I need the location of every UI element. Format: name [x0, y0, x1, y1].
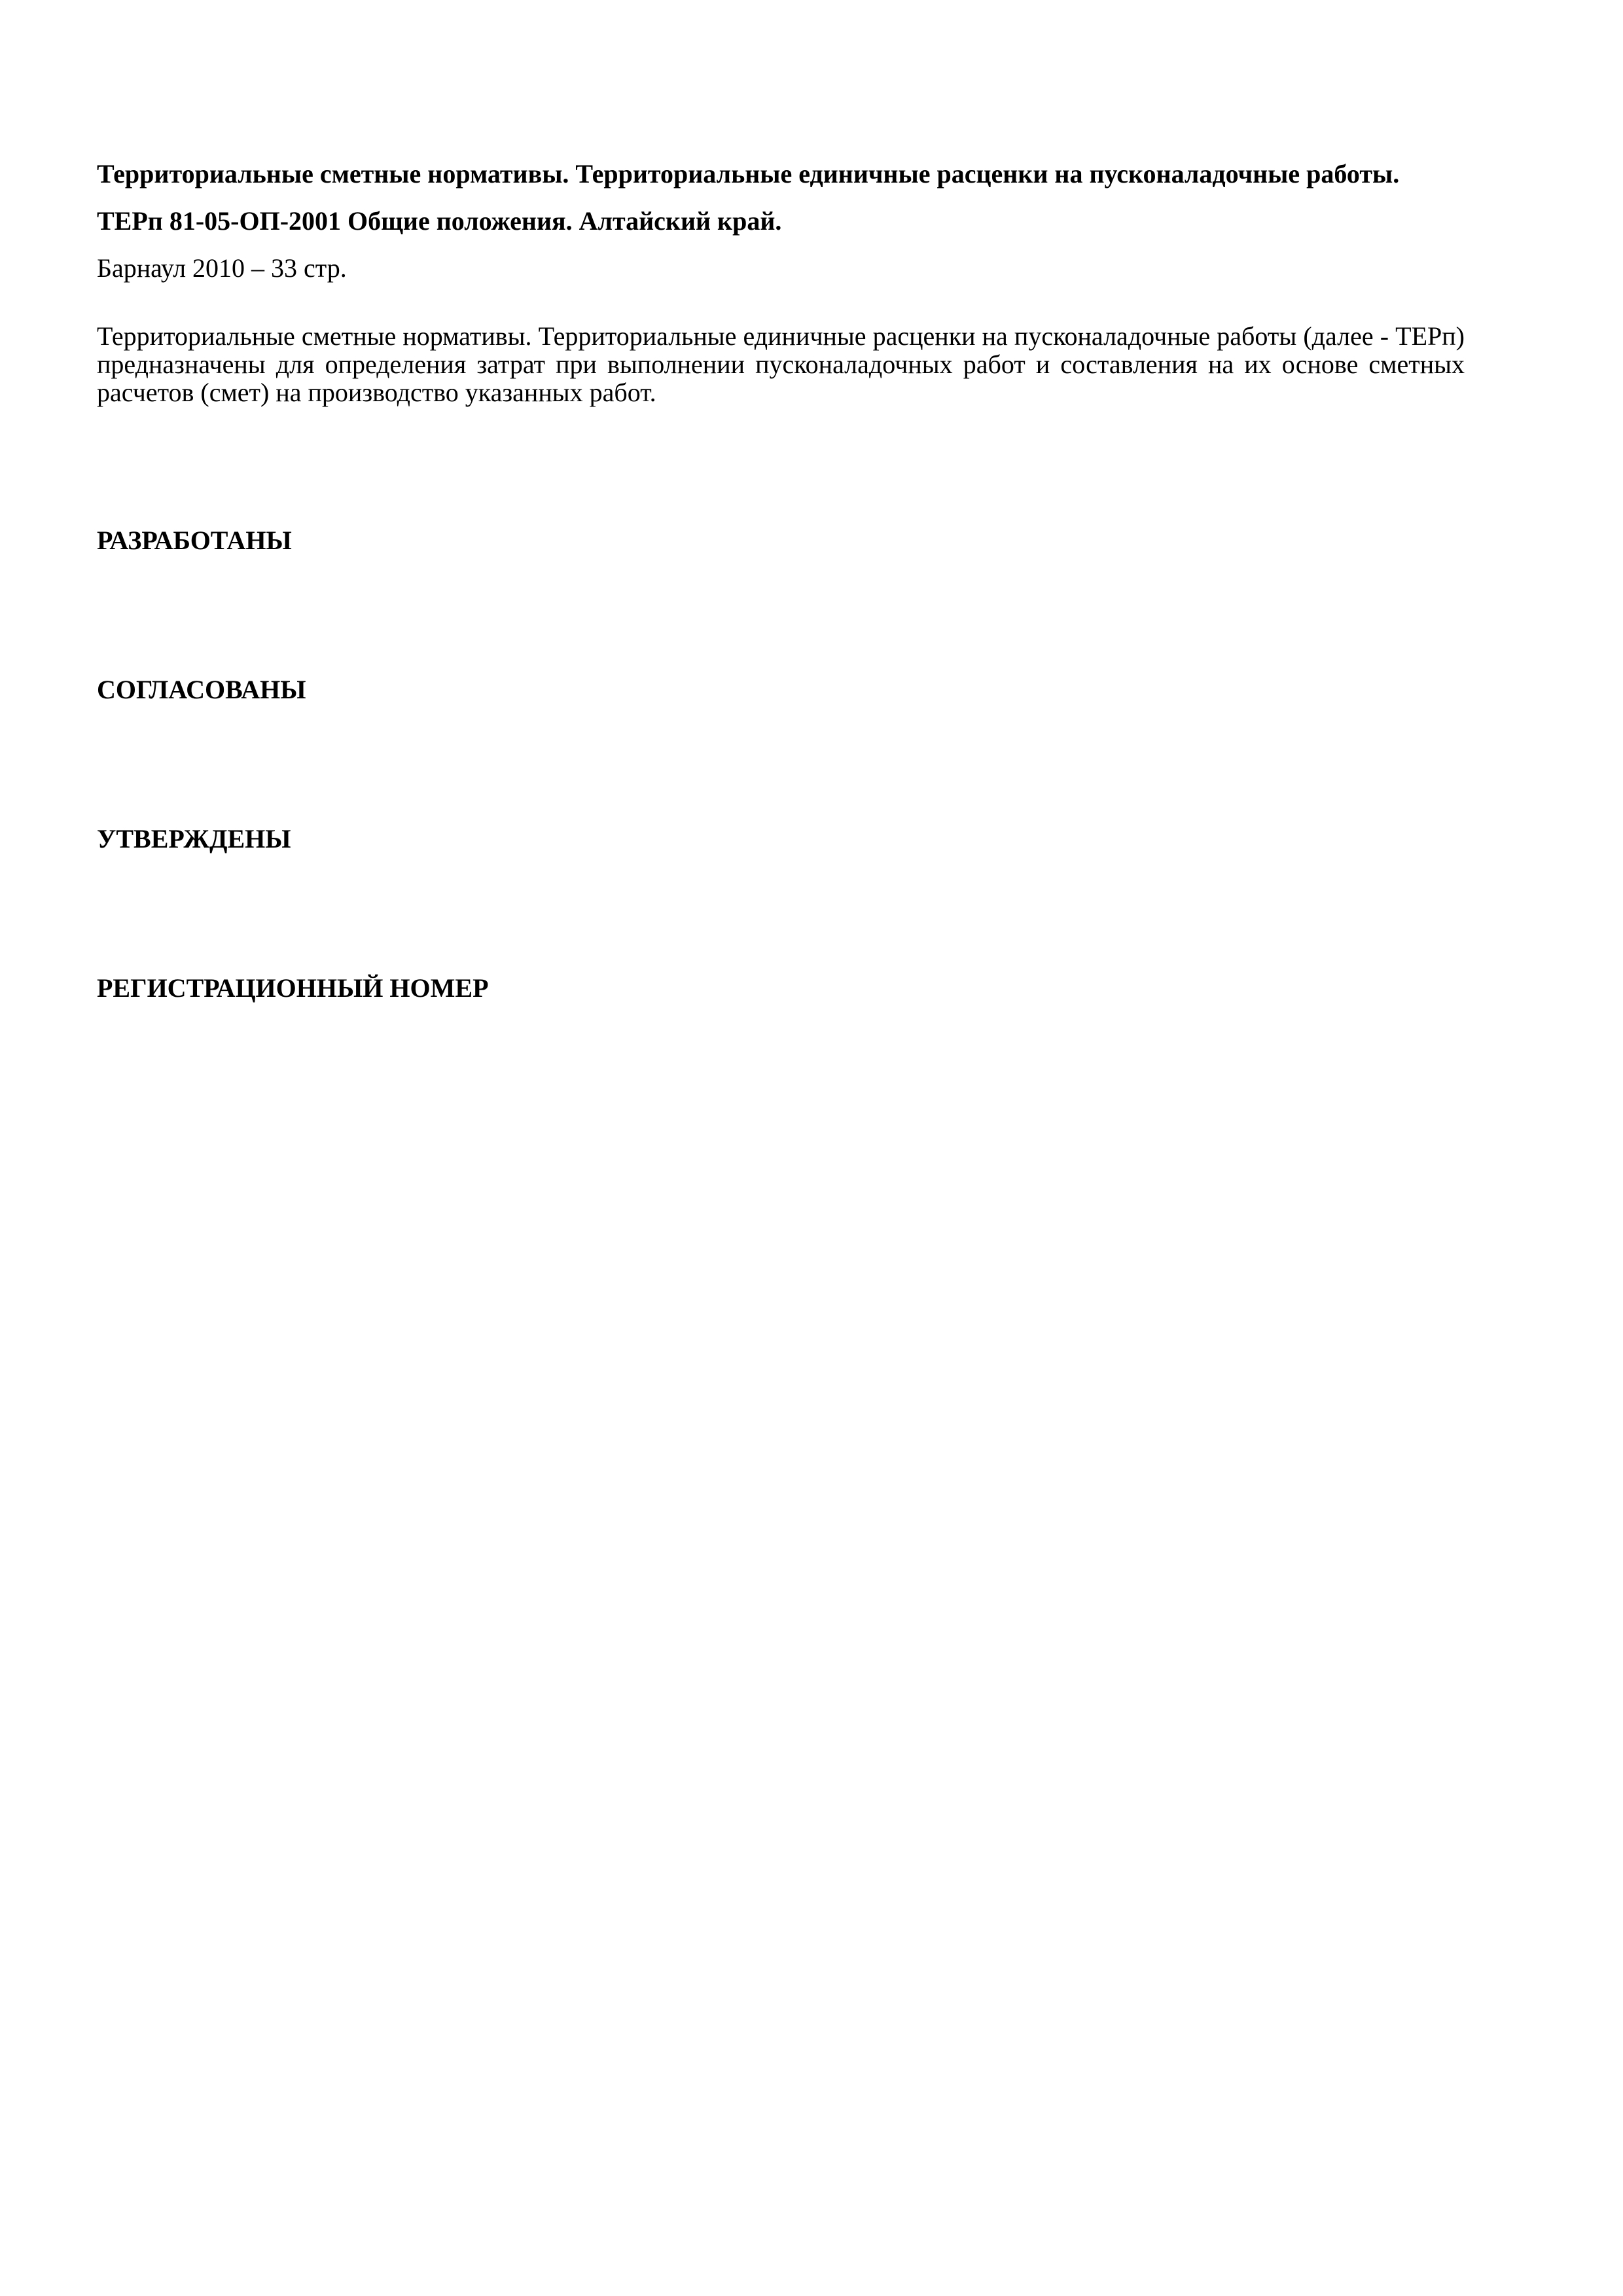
document-imprint: Барнаул 2010 – 33 стр. [97, 253, 347, 283]
document-page [97, 0, 1465, 2296]
section-heading-developed: РАЗРАБОТАНЫ [97, 526, 292, 555]
section-heading-agreed: СОГЛАСОВАНЫ [97, 675, 306, 704]
document-abstract: Территориальные сметные нормативы. Территориальные единичные расценки на пусконаладочные работы (далее - ТЕРп) предназначены для определения затрат при выполнении пусконаладочных работ и составления на их основе сметных расчетов (смет) на производство указанных работ. [97, 321, 1465, 407]
document-title: Территориальные сметные нормативы. Территориальные единичные расценки на пусконаладочные работы. [97, 159, 1400, 188]
document-subtitle: ТЕРп 81-05-ОП-2001 Общие положения. Алтайский край. [97, 206, 782, 236]
section-heading-approved: УТВЕРЖДЕНЫ [97, 824, 291, 853]
section-heading-registration-number: РЕГИСТРАЦИОННЫЙ НОМЕР [97, 973, 489, 1003]
